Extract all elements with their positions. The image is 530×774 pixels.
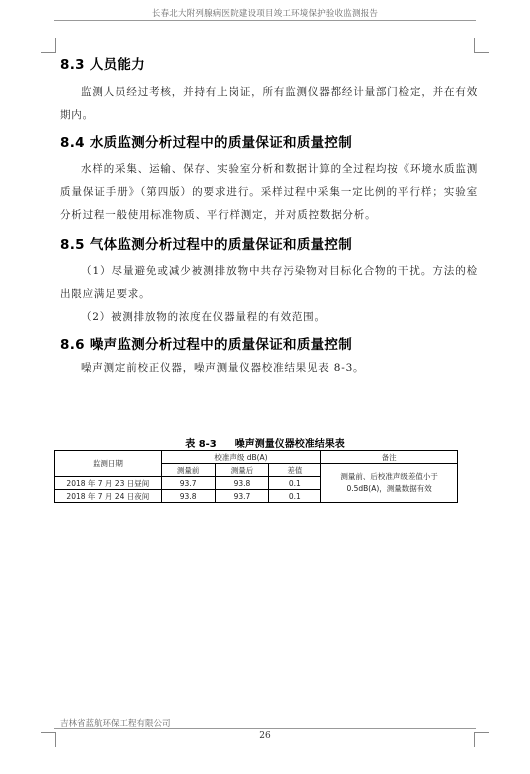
table-caption [0, 435, 530, 450]
table-number: 表 8-3 [185, 439, 217, 450]
crop-mark-top-left [41, 38, 56, 53]
section-heading-8-6: 8.6 噪声监测分析过程中的质量保证和质量控制 [60, 337, 353, 353]
cell-diff: 0.1 [269, 477, 321, 490]
table-header-row [55, 451, 458, 464]
col-header-diff: 差值 [269, 464, 321, 477]
col-header-after: 测量后 [215, 464, 269, 477]
table-caption-text: 噪声测量仪器校准结果表 [234, 439, 345, 450]
cell-date: 2018 年 7 月 24 日夜间 [55, 490, 162, 503]
document-body [60, 56, 478, 380]
header-rule [54, 20, 476, 21]
col-header-before: 测量前 [161, 464, 215, 477]
section-heading-8-5: 8.5 气体监测分析过程中的质量保证和质量控制 [60, 237, 353, 253]
cell-diff: 0.1 [269, 490, 321, 503]
section-paragraph: （2）被测排放物的浓度在仪器量程的有效范围。 [81, 311, 326, 323]
table-remark-cell: 测量前、后校准声级差值小于 0.5dB(A)，测量数据有效 [321, 464, 458, 503]
cell-before: 93.8 [161, 490, 215, 503]
cell-after: 93.8 [215, 477, 269, 490]
col-header-remark: 备注 [321, 451, 458, 464]
section-paragraph: 噪声测定前校正仪器，噪声测量仪器校准结果见表 8-3。 [81, 362, 365, 374]
section-paragraph: （1）尽量避免或减少被测排放物中共存污染物对目标化合物的干扰。方法的检出限应满足要求。 [60, 265, 478, 300]
calibration-table [54, 450, 458, 503]
cell-after: 93.7 [215, 490, 269, 503]
col-header-date: 监测日期 [55, 451, 162, 477]
col-header-calibration-level: 校准声级 dB(A) [161, 451, 321, 464]
cell-before: 93.7 [161, 477, 215, 490]
footer-company: 吉林省蓝航环保工程有限公司 [60, 719, 171, 729]
section-paragraph: 监测人员经过考核，并持有上岗证，所有监测仪器都经计量部门检定，并在有效期内。 [60, 86, 478, 121]
section-paragraph: 水样的采集、运输、保存、实验室分析和数据计算的全过程均按《环境水质监测质量保证手册》（第四版）的要求进行。采样过程中采集一定比例的平行样；实验室分析过程一般使用标准物质、平行样测定，并对质控数据分析。 [60, 163, 478, 221]
running-header: 长春北大附列腺病医院建设项目竣工环境保护验收监测报告 [151, 9, 379, 19]
cell-date: 2018 年 7 月 23 日昼间 [55, 477, 162, 490]
footer-rule [54, 728, 476, 729]
section-heading-8-4: 8.4 水质监测分析过程中的质量保证和质量控制 [60, 135, 353, 151]
page-number: 26 [259, 731, 271, 741]
crop-mark-top-right [474, 38, 489, 53]
section-heading-8-3: 8.3 人员能力 [60, 57, 146, 73]
